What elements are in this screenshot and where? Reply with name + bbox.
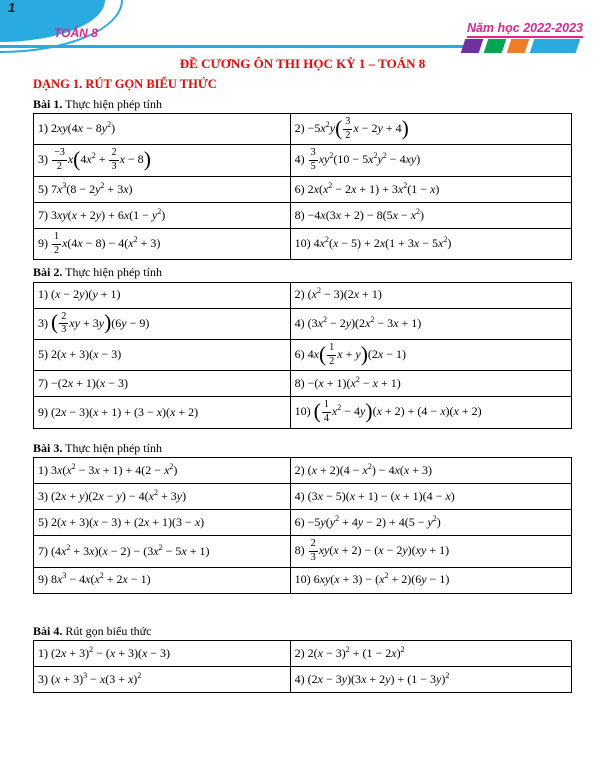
table-cell (290, 202, 571, 228)
math-expression: 4x( $\frac{1}{2}$ x + y)(2x − 1) (307, 341, 406, 367)
exercise-label-line (33, 441, 572, 455)
table-row (34, 340, 572, 371)
math-expression: $\frac{2}{3}$ xy(x + 2) − (x − 2y)(xy + 1) (310, 538, 450, 563)
header-rule (0, 45, 468, 48)
exercise-table (33, 457, 572, 593)
table-cell (290, 536, 571, 567)
math-expression: $\frac{-3}{2}$ $x(4x^2$ + $\frac{2}{3}$ x − 8) (54, 146, 151, 173)
table-cell (34, 667, 291, 693)
item-number: 5) (38, 181, 48, 196)
table-cell (34, 228, 291, 259)
math-expression: $7x^3(8 - 2y^2 + 3x)$ (51, 180, 133, 196)
exercise-instruction: Thực hiện phép tính (62, 96, 162, 111)
course-label: TOÁN 8 (54, 26, 98, 40)
math-expression: −(2x + 1)(x − 3) (51, 376, 128, 391)
exercise-label: Bài 3. (33, 440, 63, 455)
table-cell (290, 113, 571, 144)
table-cell (290, 308, 571, 339)
table-cell (290, 484, 571, 510)
item-number: 3) (38, 315, 48, 330)
exercise-instruction: Thực hiện phép tính (62, 265, 162, 280)
item-number: 1) (38, 121, 48, 136)
exercise-list (33, 97, 572, 693)
item-number: 7) (38, 376, 48, 391)
table-cell (34, 484, 291, 510)
item-number: 8) (294, 207, 305, 222)
item-number: 4) (294, 488, 305, 503)
exercise-instruction: Thực hiện phép tính (62, 440, 162, 455)
item-number: 9) (38, 572, 48, 587)
math-expression: $(2x + 3)^2 - (x + 3)(x - 3)$ (51, 644, 171, 660)
math-expression: $(2x - 3y)(3x + 2y) + (1 - 3y)^2$ (307, 670, 450, 686)
item-number: 9) (38, 235, 48, 250)
table-cell (34, 113, 291, 144)
math-expression: 2(x + 3)(x − 3) (51, 347, 122, 362)
math-expression: $6xy(x + 3) - (x^2 + 2)(6y - 1)$ (313, 571, 450, 587)
item-number: 4) (294, 152, 305, 167)
exercise-label: Bài 2. (33, 265, 63, 280)
table-row (34, 458, 572, 484)
table-cell (34, 202, 291, 228)
table-cell (34, 371, 291, 397)
item-number: 4) (294, 671, 305, 686)
item-number: 3) (38, 152, 48, 167)
table-cell (34, 567, 291, 593)
table-row (34, 484, 572, 510)
table-cell (34, 308, 291, 339)
math-expression: (2x − 3)(x + 1) + (3 − x)(x + 2) (51, 404, 199, 419)
table-row (34, 371, 572, 397)
math-expression: $-5y(y^2 + 4y - 2) + 4(5 - y^2)$ (307, 513, 441, 529)
table-cell (290, 228, 571, 259)
math-expression: ( $\frac{2}{3}$ xy + 3y)(6y − 9) (51, 310, 150, 336)
decor-squares (463, 39, 578, 53)
math-expression: $2(x - 3)^2 + (1 - 2x)^2$ (307, 644, 405, 660)
item-number: 1) (38, 645, 48, 660)
math-expression: (3x − 5)(x + 1) − (x + 1)(4 − x) (307, 488, 455, 503)
table-cell (290, 667, 571, 693)
item-number: 2) (294, 462, 305, 477)
page-number: 1 (8, 0, 16, 15)
item-number: 10) (294, 572, 311, 587)
decor-square (530, 39, 581, 53)
table-row (34, 397, 572, 428)
math-expression: $(x^2 - 3)(2x + 1)$ (307, 286, 382, 302)
item-number: 8) (294, 543, 305, 558)
table-row (34, 113, 572, 144)
table-cell (34, 510, 291, 536)
math-expression: $(x + 2)(4 - x^2) - 4x(x + 3)$ (307, 461, 432, 477)
exercise-bai-1 (33, 97, 572, 261)
table-row (34, 176, 572, 202)
item-number: 2) (294, 287, 305, 302)
table-cell (34, 397, 291, 428)
item-number: 6) (294, 181, 305, 196)
item-number: 3) (38, 488, 48, 503)
item-number: 6) (294, 346, 305, 361)
table-cell (34, 145, 291, 176)
item-number: 1) (38, 462, 48, 477)
table-cell (34, 340, 291, 371)
document-title: ĐỀ CƯƠNG ÔN THI HỌC KỲ 1 – TOÁN 8 (179, 56, 426, 71)
table-cell (290, 145, 571, 176)
table-row (34, 667, 572, 693)
exercise-instruction: Rút gọn biểu thức (62, 623, 152, 638)
math-expression: $3xy(x + 2y) + 6x(1 - y^2)$ (51, 206, 166, 222)
table-row (34, 228, 572, 259)
table-row (34, 536, 572, 567)
math-expression: (x − 2y)(y + 1) (51, 287, 121, 302)
exercise-bai-3 (33, 441, 572, 594)
decor-square (461, 39, 484, 53)
exercise-label-line (33, 265, 572, 279)
table-row (34, 641, 572, 667)
math-expression: ( $\frac{1}{4}$ $x^2 - 4y)(x + 2) + (4 - x)(x + 2)$ (313, 398, 482, 425)
item-number: 4) (294, 316, 305, 330)
table-cell (290, 397, 571, 428)
table-cell (290, 641, 571, 667)
math-expression: $-5x^2y$( $\frac{3}{2}$ x − 2y + 4) (307, 115, 409, 141)
table-row (34, 145, 572, 176)
item-number: 2) (294, 645, 305, 660)
math-expression: $(2x + y)(2x - y) - 4(x^2 + 3y)$ (51, 487, 187, 503)
math-expression: $8x^3 - 4x(x^2 + 2x - 1)$ (51, 571, 151, 587)
table-row (34, 308, 572, 339)
item-number: 8) (294, 376, 305, 391)
math-expression: $(x + 3)^3 - x(3 + x)^2$ (51, 670, 142, 686)
item-number: 10) (294, 236, 311, 251)
table-cell (34, 536, 291, 567)
math-expression: $\frac{1}{2}$ $x(4x - 8) - 4(x^2 + 3)$ (54, 230, 161, 256)
table-cell (290, 340, 571, 371)
item-number: 9) (38, 404, 48, 419)
item-number: 7) (38, 543, 48, 558)
math-expression: $4x^2(x - 5) + 2x(1 + 3x - 5x^2)$ (313, 235, 452, 251)
item-number: 10) (294, 404, 311, 419)
math-expression: $-4x(3x + 2) - 8(5x - x^2)$ (307, 206, 425, 222)
item-number: 7) (38, 207, 48, 222)
item-number: 1) (38, 287, 48, 302)
table-cell (290, 176, 571, 202)
exercise-label: Bài 1. (33, 96, 63, 111)
exercise-table (33, 640, 572, 693)
table-row (34, 282, 572, 308)
table-row (34, 567, 572, 593)
item-number: 5) (38, 347, 48, 362)
math-expression: $(3x^2 - 2y)(2x^2 - 3x + 1)$ (307, 315, 422, 330)
table-cell (34, 458, 291, 484)
item-number: 2) (294, 120, 305, 135)
exercise-bai-2 (33, 265, 572, 429)
table-row (34, 510, 572, 536)
exercise-label-line (33, 97, 572, 111)
math-expression: $\frac{3}{5}$ $xy^2(10 - 5x^2y^2 - 4xy)$ (310, 147, 421, 173)
document-content (33, 56, 572, 693)
decor-square (484, 39, 507, 53)
exercise-label: Bài 4. (33, 623, 63, 638)
exercise-bai-4 (33, 624, 572, 693)
item-number: 3) (38, 671, 48, 686)
decor-square (507, 39, 530, 53)
item-number: 6) (294, 514, 305, 529)
math-expression: $(4x^2 + 3x)(x - 2) - (3x^2 - 5x + 1)$ (51, 542, 210, 558)
math-expression: $-(x + 1)(x^2 - x + 1)$ (307, 375, 401, 391)
exercise-table (33, 282, 572, 429)
school-year-label: Năm học 2022-2023 (467, 21, 583, 38)
exercise-label-line (33, 624, 572, 638)
math-expression: 2(x + 3)(x − 3) + (2x + 1)(3 − x) (51, 514, 205, 529)
item-number: 5) (38, 514, 48, 529)
table-cell (34, 641, 291, 667)
math-expression: $3x(x^2 - 3x + 1) + 4(2 - x^2)$ (51, 461, 178, 477)
table-cell (290, 458, 571, 484)
table-row (34, 202, 572, 228)
table-cell (34, 176, 291, 202)
section-heading: DẠNG 1. RÚT GỌN BIỂU THỨC (33, 76, 217, 91)
table-cell (290, 567, 571, 593)
math-expression: $2x(x^2 - 2x + 1) + 3x^2(1 - x)$ (307, 180, 440, 196)
exercise-table (33, 113, 572, 260)
table-cell (290, 510, 571, 536)
table-cell (34, 282, 291, 308)
table-cell (290, 282, 571, 308)
math-expression: $2xy(4x - 8y^2)$ (51, 120, 116, 136)
table-cell (290, 371, 571, 397)
